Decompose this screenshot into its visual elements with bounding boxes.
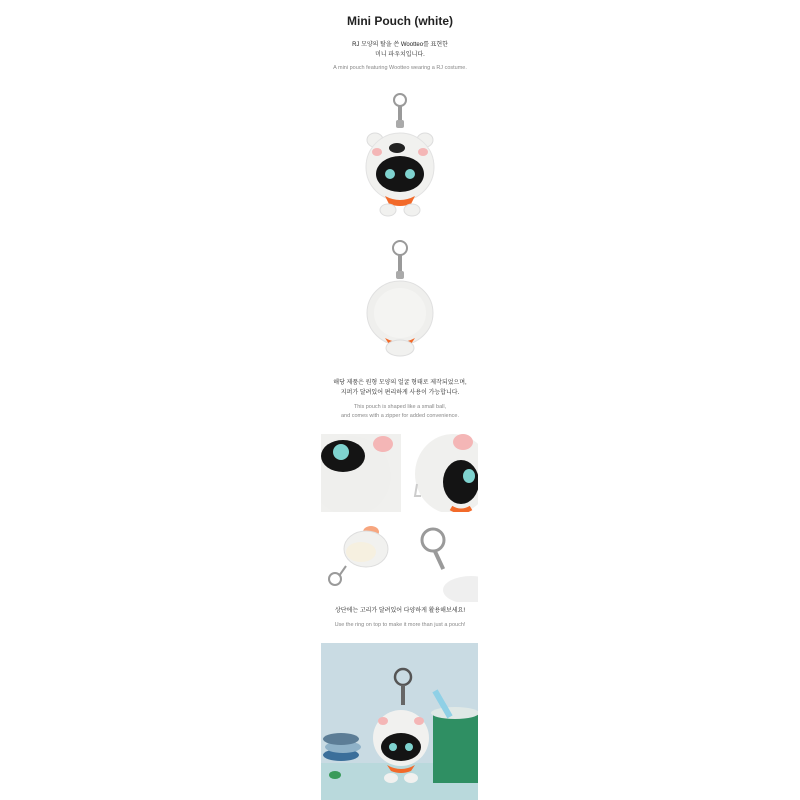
intro-english: A mini pouch featuring Wootteo wearing a RJ costume. [333, 65, 467, 71]
detail-english-line-1: This pouch is shaped like a small ball, [353, 404, 447, 410]
closeup-face-image [321, 434, 401, 512]
open-pouch-image [321, 524, 401, 602]
pouch-front-image [355, 92, 445, 222]
detail-korean-line-1: 해당 제품은 원형 모양의 얼굴 형태로 제작되었으며, [333, 380, 467, 386]
keyring-closeup-image [411, 524, 478, 602]
pouch-back-image [355, 238, 445, 363]
detail-english-line-2: and comes with a zipper for added convenience. [340, 413, 460, 419]
product-title: Mini Pouch (white) [347, 14, 453, 28]
lifestyle-photo [321, 643, 478, 800]
ring-english: Use the ring on top to make it more than just a pouch! [334, 622, 466, 628]
detail-korean-line-2: 지퍼가 달려있어 편리하게 사용이 가능합니다. [340, 390, 460, 396]
ring-korean: 상단에는 고리가 달려있어 다양하게 활용해보세요! [334, 608, 466, 614]
intro-korean-line-2: 미니 파우치입니다. [375, 52, 425, 58]
closeup-side-zipper-image [411, 434, 478, 512]
intro-korean-line-1: RJ 모양의 탈을 쓴 Wootteo를 표현한 [352, 42, 448, 48]
